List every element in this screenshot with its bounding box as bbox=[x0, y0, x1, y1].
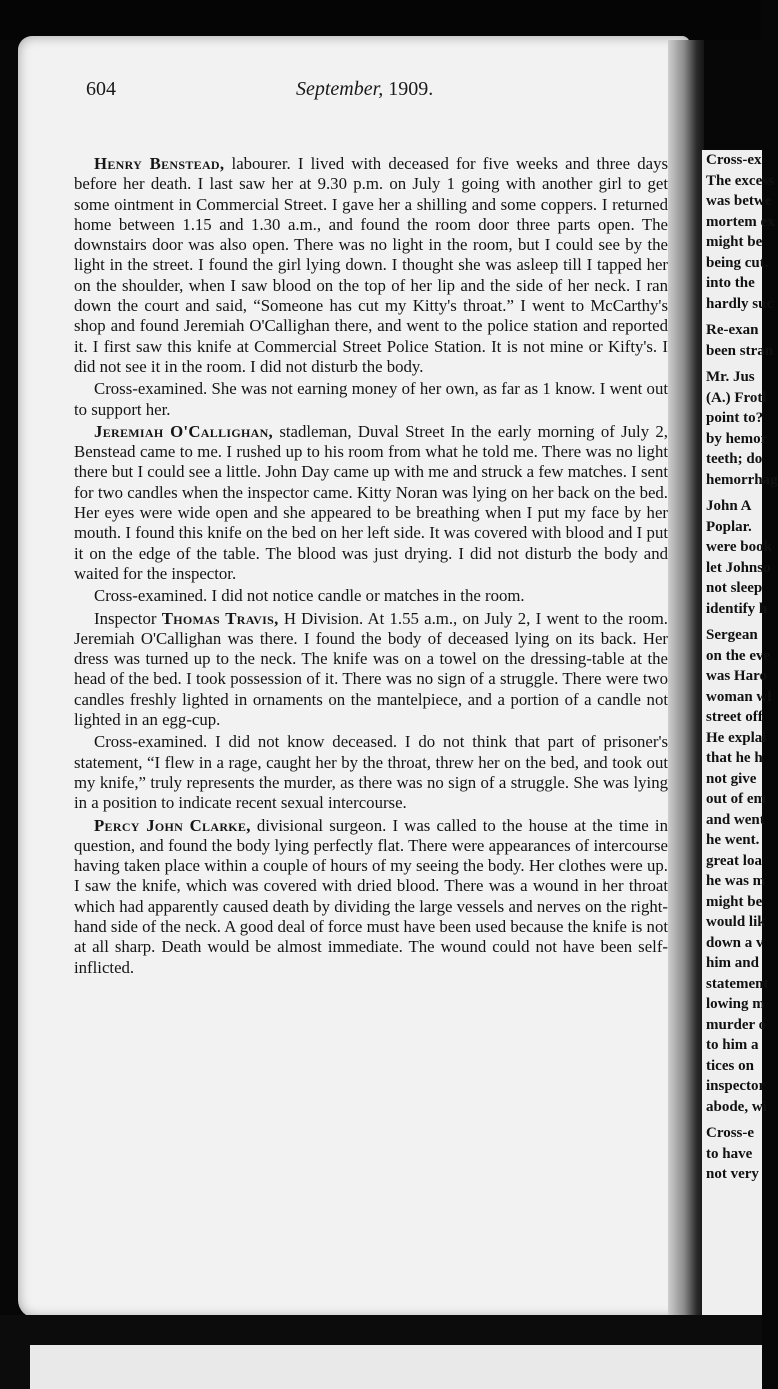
facing-page-fragment: Cross-ex bbox=[706, 152, 762, 168]
facing-page-fragment: inspector bbox=[706, 1078, 766, 1094]
facing-page-fragment: identify h bbox=[706, 600, 768, 617]
paragraph-cross-examined bbox=[74, 732, 668, 813]
facing-page-fragment: He explai bbox=[706, 729, 767, 746]
facing-page-fragment: Re-exan bbox=[706, 322, 759, 338]
facing-page-fragment: would lik bbox=[706, 914, 766, 930]
paragraph-text: stadleman, Duval Street In the early morning of July 2, Benstead came to me. I rushed up to his room from what he told me. There was no light there but I could see a little. John Day came up with me and struck a few matches. I sent for two candles when the inspector came. Kitty Noran was lying on her back on the bed. Her eyes were wide open and she appeared to be breathing when I put my face by her mouth. I found this knife on the bed on her left side. It was covered with blood and I put it on the edge of the table. The blood was just drying. I did not disturb the body and waited for the inspector. bbox=[74, 421, 668, 583]
facing-page-fragment: (A.) Frotl bbox=[706, 389, 767, 406]
facing-page-fragment: abode, wi bbox=[706, 1098, 767, 1115]
facing-page-fragment: to have bbox=[706, 1145, 753, 1162]
facing-page-fragment: Poplar. bbox=[706, 518, 752, 535]
facing-page-fragment: out of em bbox=[706, 791, 766, 807]
scan-top-border bbox=[0, 0, 762, 40]
head-year: 1909. bbox=[388, 78, 434, 100]
facing-page-fragment: lowing m bbox=[706, 996, 765, 1012]
facing-page-fragment: down a v bbox=[706, 934, 764, 951]
facing-page-fragment: teeth; do bbox=[706, 451, 763, 467]
scan-bottom-paper-edge bbox=[30, 1345, 762, 1389]
facing-page-fragment: not sleep bbox=[706, 580, 763, 596]
facing-page-fragment: point to? bbox=[706, 410, 764, 426]
facing-page-fragment: Sergean bbox=[706, 627, 758, 643]
facing-page-fragment: hemorrhag bbox=[706, 471, 778, 488]
paragraph-text: labourer. I lived with deceased for five weeks and three days before her death. I last saw her at 9.30 p.m. on July 1 going with another girl to get some ointment in Commercial Street. I gave her a shilling and some coppers. I returned home between 1.15 and 1.30 a.m., and found the room door three parts open. The downstairs door was also open. There was no light in the room, but I could see by the light in the street. I found the girl lying down. I thought she was asleep till I tapped her on the shoulder, when I saw blood on the top of her lip and the side of her neck. I ran down the court and said, “Someone has cut my Kitty's throat.” I went to McCarthy's shop and found Jeremiah O'Callighan there, and went to the police station and reported it. I first saw this knife at Commercial Street Police Station. It is not mine or Kifty's. I did not see it in the room. I did not disturb the body. bbox=[74, 154, 668, 376]
facing-page-fragment: being cut. bbox=[706, 254, 769, 271]
speaker-name: Jeremiah O'Callighan, bbox=[94, 421, 274, 441]
paragraph-cross-examined bbox=[74, 379, 668, 420]
facing-page-fragment: let Johnso bbox=[706, 559, 771, 576]
facing-page-fragment: on the eve bbox=[706, 647, 771, 664]
facing-page-fragment: The excess bbox=[706, 172, 774, 189]
facing-page-fragment: not very bbox=[706, 1166, 759, 1182]
facing-page-fragment: was betwe bbox=[706, 193, 772, 209]
facing-page-fragment: he was m bbox=[706, 873, 766, 889]
facing-page-fragment: great loa bbox=[706, 852, 762, 869]
facing-page bbox=[702, 150, 778, 1320]
facing-page-fragment: he went. bbox=[706, 832, 760, 848]
head-month: September, bbox=[296, 78, 384, 100]
body-text bbox=[74, 154, 668, 978]
facing-page-fragment: to him a bbox=[706, 1037, 759, 1053]
facing-page-fragment: John A bbox=[706, 498, 752, 514]
facing-page-fragment: him and bbox=[706, 955, 759, 971]
paragraph-travis bbox=[74, 609, 668, 731]
paragraph-text: H Division. At 1.55 a.m., on July 2, I went to the room. Jeremiah O'Callighan was there. I found the body of deceased lying on its back. Her dress was turned up to the neck. The knife was on a towel on the dressing-table at the head of the bed. I took possession of it. There was no sign of a struggle. There were two candles freshly lighted in ornaments on the mantelpiece, and a portion of a candle not lighted in an egg-cup. bbox=[74, 608, 668, 730]
facing-page-fragment: street off bbox=[706, 709, 763, 725]
page-number: 604 bbox=[86, 78, 116, 100]
paragraph-clarke bbox=[74, 816, 668, 978]
facing-page-fragment: might be bbox=[706, 893, 763, 910]
book-gutter bbox=[668, 40, 704, 1315]
facing-page-fragment: mortem ex bbox=[706, 213, 775, 230]
speaker-name: Henry Benstead, bbox=[94, 154, 225, 173]
facing-page-fragment: murder o bbox=[706, 1016, 767, 1033]
facing-page-fragment: and went bbox=[706, 811, 765, 828]
facing-page-fragment: statement bbox=[706, 975, 769, 992]
facing-page-fragment: Cross-e bbox=[706, 1125, 755, 1141]
facing-page-fragment: hardly suc bbox=[706, 295, 774, 312]
paragraph-cross-examined bbox=[74, 586, 668, 606]
facing-page-fragment: been stran bbox=[706, 342, 774, 359]
paragraph-text: Cross-examined. I did not notice candle or matches in the room. bbox=[94, 586, 525, 606]
speaker-name: Percy John Clarke, bbox=[94, 815, 251, 835]
paragraph-benstead bbox=[74, 154, 668, 377]
speaker-prefix: Inspector bbox=[94, 608, 162, 628]
page-title bbox=[296, 78, 433, 101]
running-head bbox=[86, 78, 466, 106]
paragraph-text: Cross-examined. I did not know deceased. I do not think that part of prisoner's statement, “I flew in a rage, caught her by the throat, threw her on the bed, and took out my knife,” truly represents the murder, as there was no sign of a struggle. She was lying in a position to indicate recent sexual intercourse. bbox=[74, 732, 668, 813]
facing-page-fragment: were book bbox=[706, 539, 772, 555]
facing-page-fragment: tices on bbox=[706, 1057, 754, 1074]
paragraph-ocallighan bbox=[74, 422, 668, 584]
facing-page-fragment: woman wl bbox=[706, 688, 772, 705]
facing-page-fragment: into the bbox=[706, 275, 755, 291]
facing-page-fragment: might be bbox=[706, 234, 763, 250]
facing-page-fragment: that he h bbox=[706, 750, 763, 766]
facing-page-fragment: by hemor bbox=[706, 430, 768, 447]
paragraph-text: Cross-examined. She was not earning money of her own, as far as 1 know. I went out to support her. bbox=[74, 379, 668, 419]
paragraph-text: divisional surgeon. I was called to the house at the time in question, and found the body lying perfectly flat. There were appearances of intercourse having taken place within a couple of hours of my seeing the body. Her clothes were up. I saw the knife, which was covered with dried blood. There was a wound in her throat which had apparently caused death by dividing the large vessels and nerves on the right-hand side of the neck. A good deal of force must have been used because the knife is not at all sharp. Death would be almost immediate. The wound could not have been self-inflicted. bbox=[74, 815, 668, 977]
facing-page-fragment: Mr. Jus bbox=[706, 369, 755, 385]
speaker-name: Thomas Travis, bbox=[161, 608, 279, 628]
facing-page-fragment: not give bbox=[706, 770, 757, 787]
facing-page-fragment: was Haro bbox=[706, 668, 767, 684]
